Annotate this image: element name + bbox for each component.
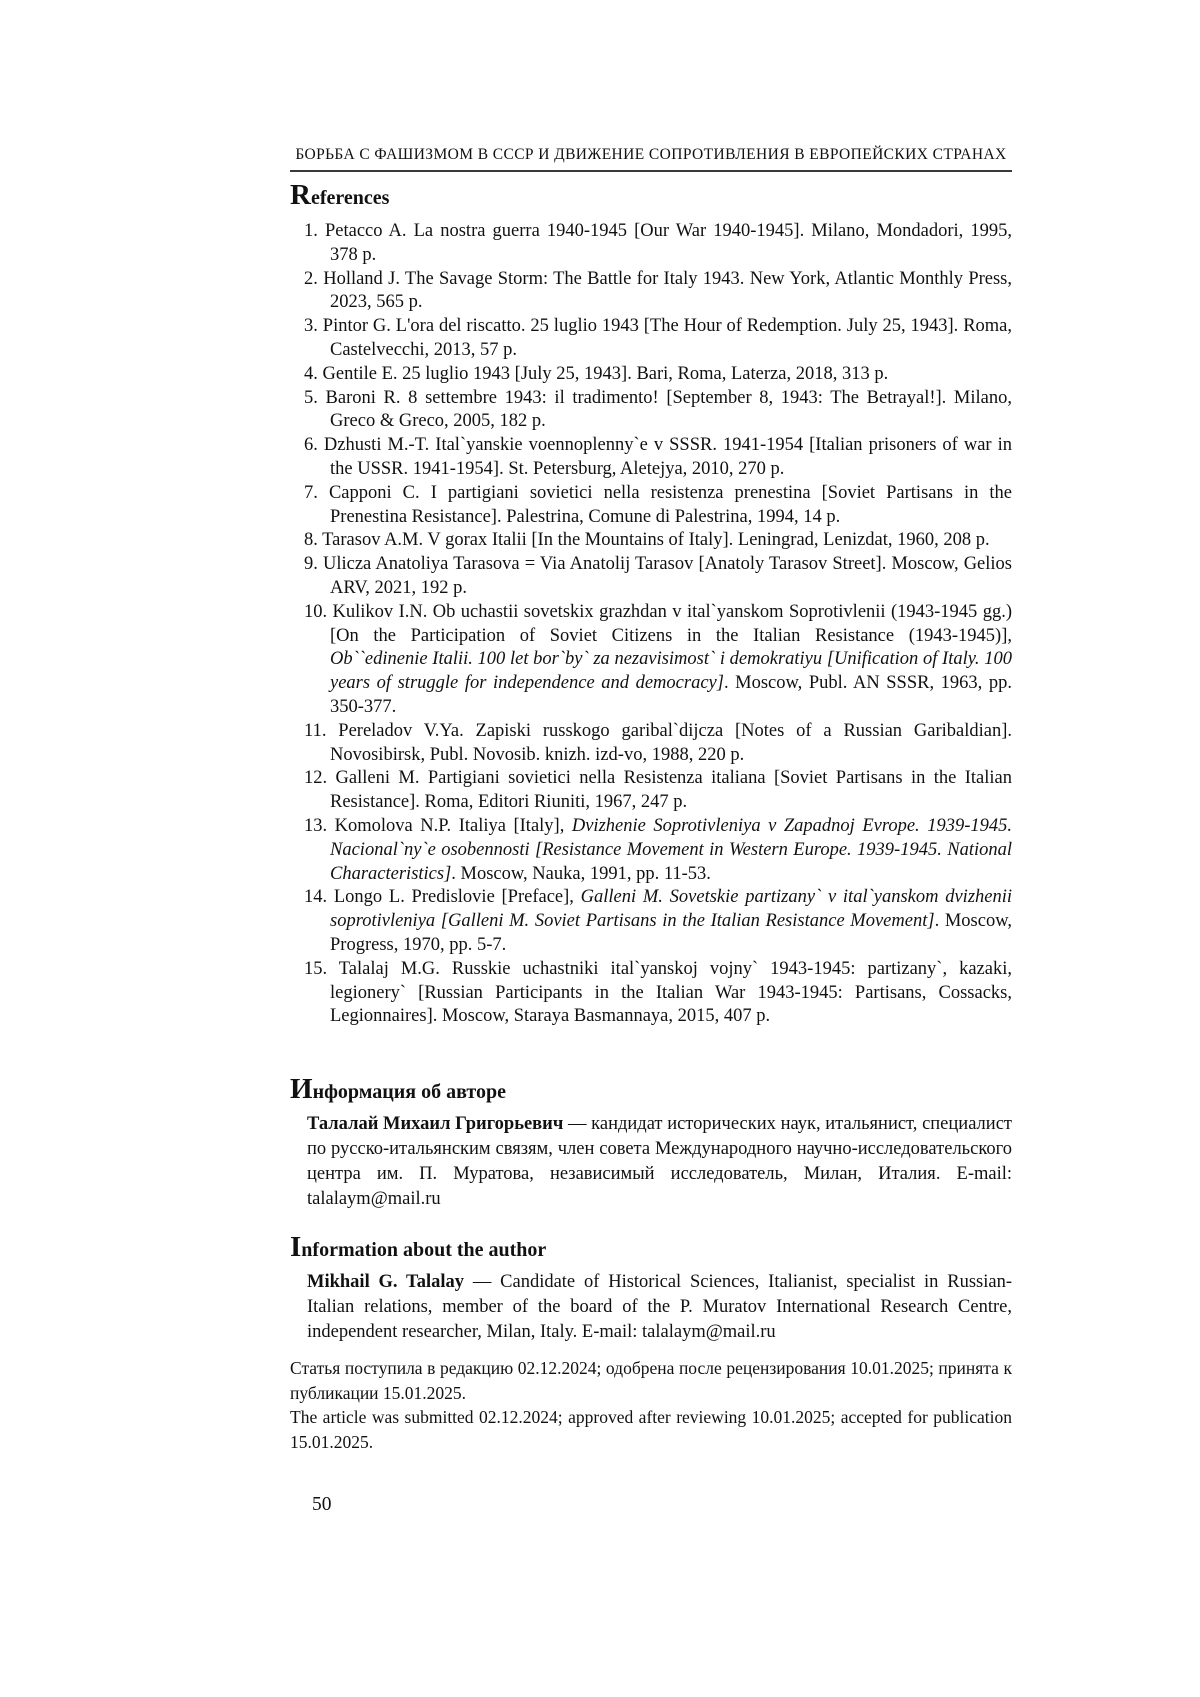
text-segment: Galleni M. Partigiani sovietici nella Resistenza italiana [Soviet Partisans in the Italian Resistance]. Roma, Editori Riuniti, 1967, 247 p. bbox=[330, 768, 1013, 813]
page-number: 50 bbox=[312, 1494, 332, 1515]
author-info-ru-heading bbox=[290, 1073, 1012, 1105]
text-segment: Ob``edinenie Italii. 100 let bor`by` za nezavisimost` i demokratiyu [Unification of Italy. 100 years of struggle for independence and democracy] bbox=[330, 649, 1012, 694]
submission-note-ru: Статья поступила в редакцию 02.12.2024; одобрена после рецензирования 10.01.2025; принята к публикации 15.01.2025. bbox=[290, 1358, 1012, 1403]
reference-number: 11. bbox=[304, 720, 339, 741]
text-segment: Holland J. The Savage Storm: The Battle for Italy 1943. New York, Atlantic Monthly Press, 2023, 565 p. bbox=[323, 268, 1012, 313]
reference-number: 2. bbox=[304, 268, 324, 289]
text-segment: Kulikov I.N. Ob uchastii sovetskix grazhdan v ital`yanskom Soprotivlenii (1943-1945 gg.) [On the Participation of Soviet Citizens in the Italian Resistance (1943-1945)], bbox=[330, 601, 1012, 646]
author-info-en-section bbox=[290, 1231, 1013, 1364]
reference-number: 1. bbox=[304, 221, 325, 241]
text-segment: Komolova N.P. Italiya [Italy], bbox=[334, 815, 572, 836]
reference-number: 13. bbox=[304, 815, 335, 836]
author-info-ru-heading-initial: И bbox=[290, 1073, 313, 1105]
reference-item-4 bbox=[290, 363, 1012, 387]
reference-item-3 bbox=[290, 315, 1012, 363]
author-info-ru-heading-rest: нформация об авторе bbox=[312, 1081, 506, 1103]
reference-item-6 bbox=[290, 434, 1012, 482]
text-segment: Ulicza Anatoliya Tarasova = Via Anatolij Tarasov [Anatoly Tarasov Street]. Moscow, Gelios ARV, 2021, 192 p. bbox=[323, 554, 1013, 598]
text-segment: Талалай Михаил Григорьевич bbox=[307, 1114, 564, 1134]
running-head: БОРЬБА С ФАШИЗМОМ В СССР И ДВИЖЕНИЕ СОПРОТИВЛЕНИЯ В ЕВРОПЕЙСКИХ СТРАНАХ bbox=[290, 146, 1012, 172]
reference-number: 5. bbox=[304, 387, 326, 408]
reference-item-15 bbox=[290, 958, 1012, 1029]
reference-item-1 bbox=[290, 220, 1012, 268]
reference-item-12 bbox=[290, 767, 1012, 815]
reference-number: 15. bbox=[304, 958, 339, 979]
reference-item-5 bbox=[290, 387, 1012, 435]
reference-item-11 bbox=[290, 720, 1012, 768]
submission-notes-section bbox=[290, 1356, 1012, 1454]
references-section bbox=[290, 179, 1013, 1029]
reference-item-7 bbox=[290, 482, 1012, 530]
reference-item-10 bbox=[290, 601, 1012, 720]
text-segment: Dzhusti M.-T. Ital`yanskie voennoplenny`e v SSSR. 1941-1954 [Italian prisoners of war in the USSR. 1941-1954]. St. Petersburg, Aletejya, 2010, 270 p. bbox=[323, 435, 1013, 479]
text-segment: Pereladov V.Ya. Zapiski russkogo garibal`dijcza [Notes of a Russian Garibaldian]. Novosibirsk, Publ. Novosib. knizh. izd-vo, 1988, 220 p. bbox=[330, 720, 1012, 765]
reference-item-8 bbox=[290, 529, 1012, 553]
text-segment: . Moscow, Publ. AN SSSR, 1963, pp. 350-377. bbox=[330, 673, 1012, 717]
author-info-en-heading bbox=[290, 1231, 1012, 1263]
reference-number: 6. bbox=[304, 435, 324, 456]
references-heading-rest: eferences bbox=[310, 187, 390, 209]
text-segment: Pintor G. L'ora del riscatto. 25 luglio 1943 [The Hour of Redemption. July 25, 1943]. Roma, Castelvecchi, 2013, 57 p. bbox=[322, 316, 1013, 360]
reference-number: 10. bbox=[304, 601, 333, 622]
text-segment: Baroni R. 8 settembre 1943: il tradimento! [September 8, 1943: The Betrayal!]. Milano, Greco & Greco, 2005, 182 p. bbox=[325, 387, 1012, 432]
text-segment: Gentile E. 25 luglio 1943 [July 25, 1943]. Bari, Roma, Laterza, 2018, 313 p. bbox=[322, 363, 889, 384]
reference-item-13 bbox=[290, 815, 1012, 886]
text-segment: . Moscow, Nauka, 1991, pp. 11-53. bbox=[451, 863, 711, 884]
author-info-en-heading-rest: nformation about the author bbox=[301, 1239, 547, 1261]
author-info-ru-section bbox=[290, 1073, 1012, 1231]
reference-number: 8. bbox=[304, 530, 323, 551]
reference-number: 14. bbox=[304, 887, 334, 908]
text-segment: Petacco A. La nostra guerra 1940-1945 [Our War 1940-1945]. Milano, Mondadori, 1995, 378 p. bbox=[324, 221, 1012, 265]
reference-item-14 bbox=[290, 886, 1012, 957]
reference-number: 9. bbox=[304, 554, 323, 575]
text-segment: Longo L. Predislovie [Preface], bbox=[333, 887, 581, 908]
author-info-en-heading-initial: I bbox=[290, 1231, 302, 1263]
reference-item-9 bbox=[290, 553, 1012, 601]
reference-number: 12. bbox=[304, 768, 336, 789]
text-segment: Galleni M. Sovetskie partizany` v ital`yanskom dvizhenii soprotivleniya [Galleni M. Soviet Partisans in the Italian Resistance Movement] bbox=[330, 887, 1013, 932]
text-segment: Dvizhenie Soprotivleniya v Zapadnoj Evrope. 1939-1945. Nacional`ny`e osobennosti [Resistance Movement in Western Europe. 1939-1945. National Characteristics] bbox=[330, 815, 1012, 884]
text-segment: — кандидат исторических наук, итальянист, специалист по русско-итальянским связям, член совета Международного научно-исследовательского центра им. П. Муратова, независимый исследователь, Милан, Италия. E-mail: talalaym@mail.ru bbox=[307, 1114, 1012, 1209]
text-segment: Mikhail G. Talalay bbox=[307, 1272, 464, 1292]
references-heading-initial: R bbox=[290, 179, 311, 211]
references-heading bbox=[290, 179, 1012, 211]
submission-note-en: The article was submitted 02.12.2024; approved after reviewing 10.01.2025; accepted for publication 15.01.2025. bbox=[290, 1407, 1012, 1452]
reference-number: 4. bbox=[304, 363, 323, 384]
reference-number: 3. bbox=[304, 316, 323, 337]
text-segment: . Moscow, Progress, 1970, pp. 5-7. bbox=[330, 911, 1012, 955]
reference-item-2 bbox=[290, 268, 1012, 316]
text-segment: Talalaj M.G. Russkie uchastniki ital`yanskoj vojny` 1943-1945: partizany`, kazaki, legionery` [Russian Participants in the Italian War 1943-1945: Partisans, Cossacks, Legionnaires]. Moscow, Staraya Basmannaya, 2015, 407 p. bbox=[330, 958, 1012, 1027]
references-list bbox=[290, 220, 1012, 1029]
text-segment: Tarasov A.M. V gorax Italii [In the Mountains of Italy]. Leningrad, Lenizdat, 1960, 208 p. bbox=[322, 530, 990, 551]
text-segment: — Candidate of Historical Sciences, Italianist, specialist in Russian-Italian relations, member of the board of the P. Muratov International Research Centre, independent researcher, Milan, Italy. E-mail: talalaym@mail.ru bbox=[307, 1272, 1013, 1342]
reference-number: 7. bbox=[304, 482, 329, 503]
text-segment: Capponi C. I partigiani sovietici nella resistenza prenestina [Soviet Partisans in the Prenestina Resistance]. Palestrina, Comune di Palestrina, 1994, 14 p. bbox=[328, 482, 1013, 527]
author-info-en-paragraph bbox=[290, 1270, 1012, 1345]
author-info-ru-paragraph bbox=[290, 1112, 1012, 1212]
